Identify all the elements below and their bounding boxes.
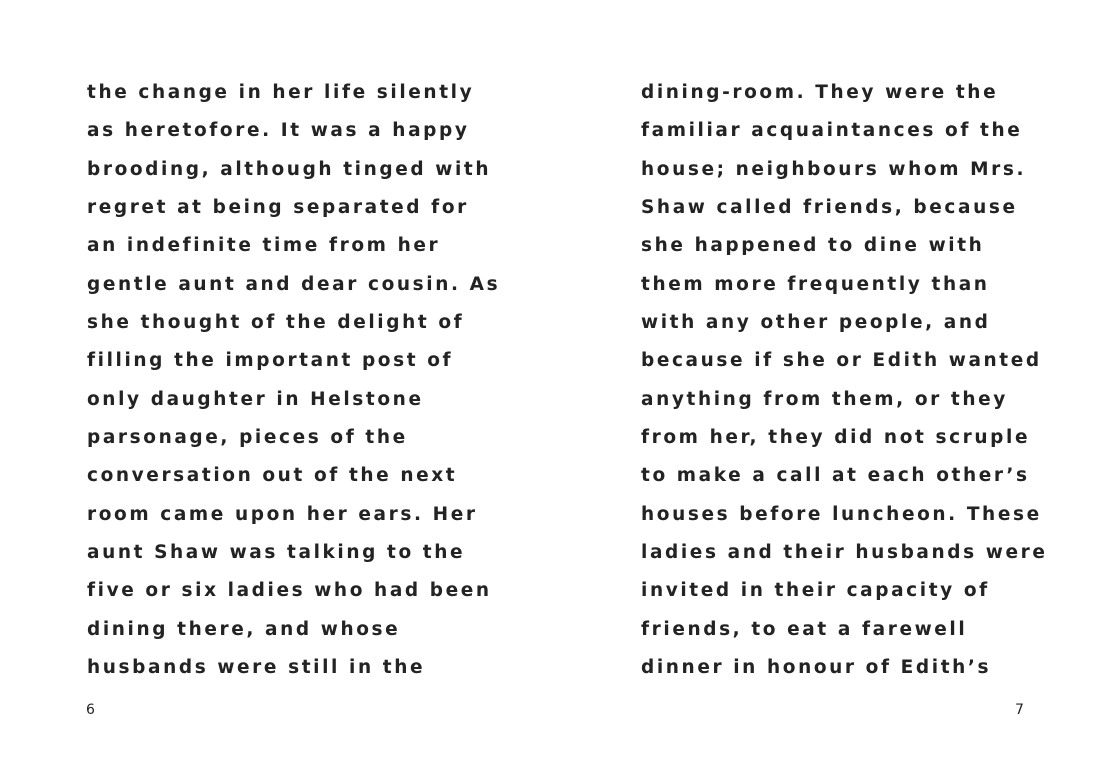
right-page xyxy=(554,0,1109,782)
text-line: the change in her life silently xyxy=(87,82,475,103)
text-line: an indefinite time from her xyxy=(87,235,441,257)
text-line: filling the important post of xyxy=(87,350,454,372)
text-line: invited in their capacity of xyxy=(641,580,990,602)
text-line: house; neighbours whom Mrs. xyxy=(641,158,1027,180)
text-line: friends, to eat a farewell xyxy=(641,618,968,640)
page-number: 7 xyxy=(1015,702,1024,718)
text-line: because if she or Edith wanted xyxy=(641,350,1042,372)
text-line: room came upon her ears. Her xyxy=(87,503,478,525)
text-line: houses before luncheon. These xyxy=(641,503,1042,525)
text-line: Shaw called friends, because xyxy=(641,197,1018,219)
text-line: she happened to dine with xyxy=(641,235,985,257)
text-line: only daughter in Helstone xyxy=(87,388,424,410)
text-line: ladies and their husbands were xyxy=(641,542,1048,564)
text-line: familiar acquaintances of the xyxy=(641,120,1023,142)
text-line: dinner in honour of Edith’s xyxy=(641,657,992,679)
left-page-text xyxy=(87,77,527,691)
text-line: aunt Shaw was talking to the xyxy=(87,542,466,564)
text-line: conversation out of the next xyxy=(87,465,458,487)
text-line: from her, they did not scruple xyxy=(641,427,1031,449)
text-line: she thought of the delight of xyxy=(87,312,465,334)
text-line: dining-room. They were the xyxy=(641,82,999,103)
text-line: regret at being separated for xyxy=(87,197,469,219)
left-page xyxy=(0,0,554,782)
text-line: anything from them, or they xyxy=(641,388,1008,410)
text-line: brooding, although tinged with xyxy=(87,158,492,180)
page-number: 6 xyxy=(86,702,95,718)
right-page-text xyxy=(641,77,1081,691)
text-line: five or six ladies who had been xyxy=(87,580,492,602)
text-line: them more frequently than xyxy=(641,273,990,295)
text-line: dining there, and whose xyxy=(87,618,401,640)
text-line: as heretofore. It was a happy xyxy=(87,120,470,142)
text-line: husbands were still in the xyxy=(87,657,426,679)
text-line: gentle aunt and dear cousin. As xyxy=(87,273,501,295)
text-line: to make a call at each other’s xyxy=(641,465,1030,487)
text-line: parsonage, pieces of the xyxy=(87,427,408,449)
text-line: with any other people, and xyxy=(641,312,991,334)
